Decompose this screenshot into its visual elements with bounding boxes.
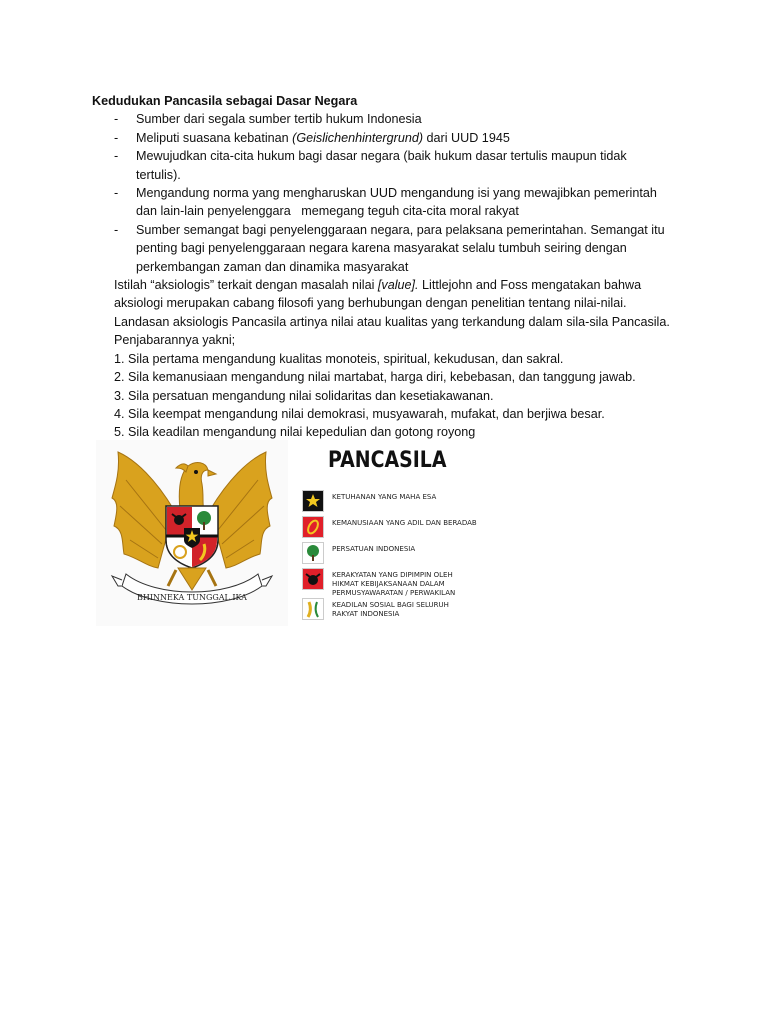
legend-item-4: [302, 568, 492, 597]
paragraph-text: Istilah “aksiologis” terkait dengan masalah nilai: [114, 278, 378, 293]
legend-item-text: KEMANUSIAAN YANG ADIL DAN BERADAB: [332, 519, 477, 527]
bullet-item: [92, 129, 672, 147]
bullet-text: Mengandung norma yang mengharuskan UUD mengandung isi yang mewajibkan pemerintah dan lain-lain penyelenggara memegang teguh cita-cita moral rakyat: [136, 186, 661, 219]
legend-item-5: [302, 598, 492, 622]
numbered-item: 5. Sila keadilan mengandung nilai kepedulian dan gotong royong: [114, 425, 476, 440]
pancasila-legend: [296, 440, 486, 626]
legend-item-2: [302, 516, 492, 540]
garuda-emblem: [96, 440, 288, 626]
emblem-motto: BHINNEKA TUNGGAL IKA: [137, 593, 247, 602]
section-heading: Kedudukan Pancasila sebagai Dasar Negara: [92, 94, 358, 108]
bullet-item: [92, 147, 672, 184]
bullet-item: [92, 221, 672, 276]
star-icon: [302, 490, 324, 512]
bullet-text: Sumber semangat bagi penyelenggaraan negara, para pelaksana pemerintahan. Semangat itu penting bagi penyelenggaraan negara karena masyarakat selalu tumbuh seiring dengan perkembangan zaman dan dinamika masyarakat: [136, 222, 665, 274]
bullet-italic-term: (Geislichenhintergrund): [292, 130, 424, 145]
legend-item-text: PERSATUAN INDONESIA: [332, 545, 416, 553]
bullet-list: [92, 110, 672, 276]
bullet-item: [92, 184, 672, 221]
bullet-dash: -: [114, 149, 119, 164]
garuda-pancasila-icon: [96, 440, 288, 626]
bullet-item: [92, 110, 672, 128]
paragraph-italic-term: [value].: [377, 278, 419, 293]
legend-item-1: [302, 490, 492, 514]
legend-item-text: KERAKYATAN YANG DIPIMPIN OLEH HIKMAT KEBIJAKSANAAN DALAM PERMUSYAWARATAN / PERWAKILAN: [332, 571, 456, 597]
numbered-item: 1. Sila pertama mengandung kualitas monoteis, spiritual, kekudusan, dan sakral.: [114, 351, 564, 366]
chain-icon: [302, 516, 324, 538]
bullet-dash: -: [114, 112, 119, 127]
pancasila-figure: [96, 440, 482, 626]
bullet-dash: -: [114, 186, 119, 201]
document-body: [92, 92, 672, 442]
bullet-text: Mewujudkan cita-cita hukum bagi dasar negara (baik hukum dasar tertulis maupun tidak tertulis).: [136, 149, 627, 182]
axiology-paragraph: [92, 276, 672, 350]
bullet-dash: -: [114, 130, 119, 145]
legend-item-text: KEADILAN SOSIAL BAGI SELURUH RAKYAT INDONESIA: [332, 601, 449, 618]
numbered-item: 3. Sila persatuan mengandung nilai solidaritas dan kesetiakawanan.: [114, 388, 494, 403]
bullet-text-tail: dari UUD 1945: [423, 130, 510, 145]
banyan-tree-icon: [302, 542, 324, 564]
numbered-item: 2. Sila kemanusiaan mengandung nilai martabat, harga diri, kebebasan, dan tanggung jawab.: [114, 370, 636, 385]
legend-title: PANCASILA: [328, 448, 447, 473]
paragraph-text-tail: Littlejohn and Foss mengatakan bahwa aksiologi merupakan cabang filosofi yang berhubungan dengan penelitian tentang nilai-nilai. Landasan aksiologis Pancasila artinya nilai atau kualitas yang terkandung dalam sila-sila Pancasila. Penjabarannya yakni;: [114, 278, 670, 348]
legend-item-3: [302, 542, 492, 566]
bullet-text: Meliputi suasana kebatinan: [136, 130, 293, 145]
rice-cotton-icon: [302, 598, 324, 620]
numbered-item: 4. Sila keempat mengandung nilai demokrasi, musyawarah, mufakat, dan berjiwa besar.: [114, 406, 605, 421]
legend-item-text: KETUHANAN YANG MAHA ESA: [332, 493, 437, 501]
bullet-dash: -: [114, 222, 119, 237]
bullet-text: Sumber dari segala sumber tertib hukum Indonesia: [136, 112, 422, 127]
bull-head-icon: [302, 568, 324, 590]
